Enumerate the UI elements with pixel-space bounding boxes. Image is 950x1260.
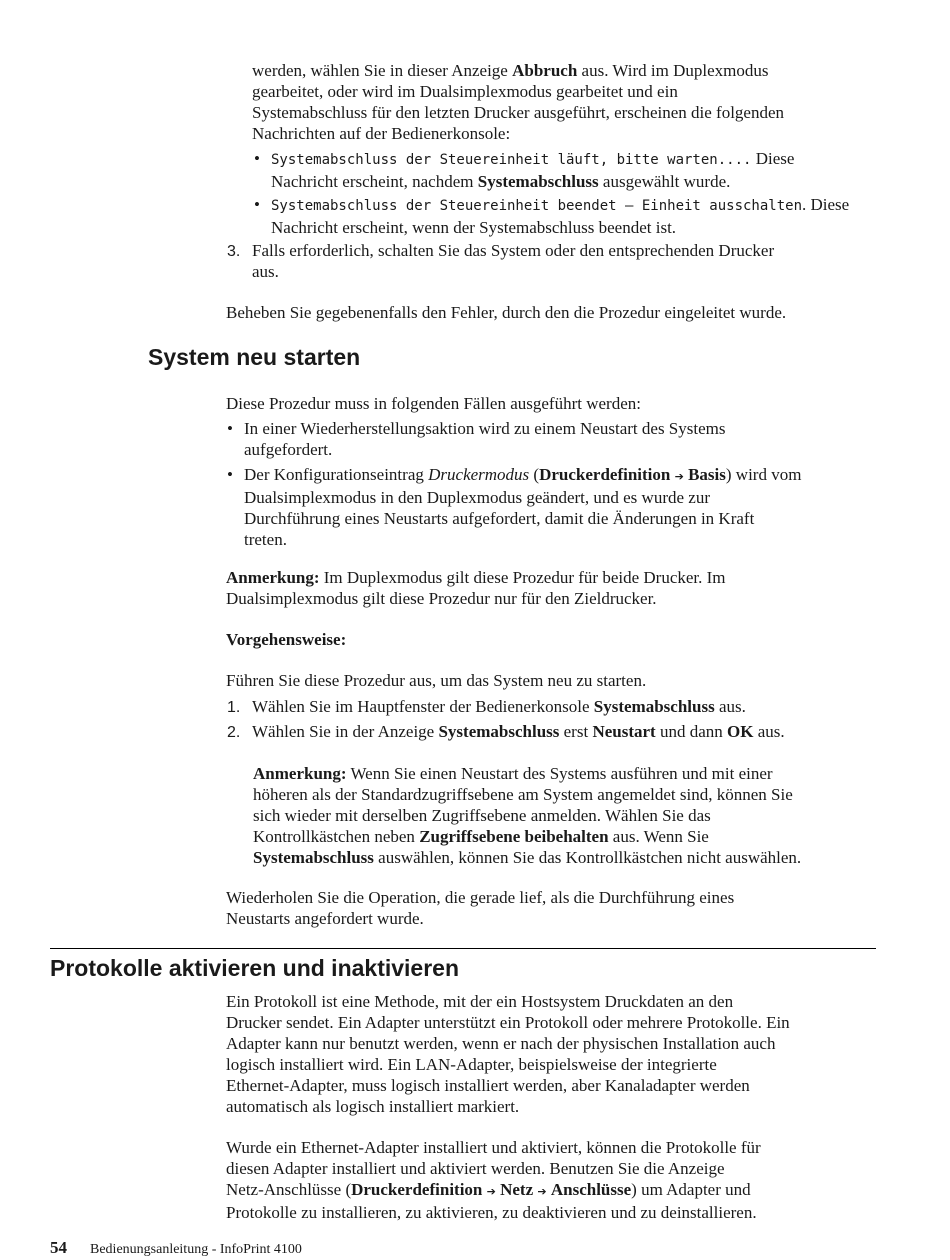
note-text: Wenn Sie einen Neustart des Systems ausführen und mit einer [346, 764, 773, 783]
zugriffsebene-term: Zugriffsebene beibehalten [419, 827, 609, 846]
step-text: erst [559, 722, 593, 741]
bullet-dot: • [227, 465, 233, 484]
step-number: 2. [227, 724, 241, 741]
systemabschluss-term: Systemabschluss [477, 172, 599, 191]
page-number: 54 [50, 1238, 67, 1257]
bullet-dot: • [254, 149, 260, 168]
intro-text: aus. Wird im Duplexmodus [577, 61, 769, 80]
arrow-right-icon: ➔ [674, 470, 684, 483]
menu-path-item: Netz [500, 1180, 534, 1199]
paragraph-text: diesen Adapter installiert und aktiviert werden. Benutzen Sie die Anzeige [226, 1159, 725, 1178]
paragraph-text: logisch installiert wird. Ein LAN-Adapter, beispielsweise der integrierte [226, 1055, 717, 1074]
step-2 [252, 721, 785, 742]
menu-path-item: Basis [688, 465, 726, 484]
procedure-label: Vorgehensweise: [226, 630, 347, 649]
bullet-text: ( [529, 465, 540, 484]
intro-text: Nachrichten auf der Bedienerkonsole: [252, 124, 511, 143]
procedure-label-line [226, 629, 346, 650]
intro-text: gearbeitet, oder wird im Dualsimplexmodus gearbeitet und ein [252, 82, 678, 101]
neustart-term: Neustart [592, 722, 656, 741]
step-number: 1. [227, 699, 241, 716]
note-label: Anmerkung: [253, 764, 347, 783]
bullet-dot: • [227, 419, 233, 438]
paragraph-text: Netz-Anschlüsse ( [226, 1180, 352, 1199]
step-text: Falls erforderlich, schalten Sie das System oder den entsprechenden Drucker [252, 241, 775, 260]
note-label: Anmerkung: [226, 568, 320, 587]
systemabschluss-term: Systemabschluss [593, 697, 715, 716]
systemabschluss-term: Systemabschluss [253, 848, 374, 867]
message-bullet [254, 194, 850, 238]
bullet-text: ) wird vom [725, 465, 802, 484]
console-message: Systemabschluss der Steuereinheit beendet – Einheit ausschalten [271, 198, 803, 214]
restart-intro: Diese Prozedur muss in folgenden Fällen ausgeführt werden: [226, 394, 641, 413]
procedure-intro: Führen Sie diese Prozedur aus, um das System neu zu starten. [226, 671, 647, 690]
arrow-right-icon: ➔ [486, 1185, 496, 1198]
intro-text: Systemabschluss für den letzten Drucker ausgeführt, erscheinen die folgenden [252, 103, 785, 122]
fix-paragraph: Beheben Sie gegebenenfalls den Fehler, durch den die Prozedur eingeleitet wurde. [226, 303, 787, 322]
step-text: aus. [714, 697, 746, 716]
message-text: . Diese [802, 195, 850, 214]
paragraph-text: Drucker sendet. Ein Adapter unterstützt ein Protokoll oder mehrere Protokolle. Ein [226, 1013, 790, 1032]
menu-path-item: Anschlüsse [550, 1180, 632, 1199]
note-text: Kontrollkästchen neben [253, 827, 420, 846]
step-number: 3. [227, 243, 241, 260]
step-3 [252, 240, 774, 282]
protocols-paragraph-1 [226, 991, 790, 1117]
restart-note [226, 567, 726, 609]
message-bullet [254, 148, 795, 192]
footer-title: Bedienungsanleitung - InfoPrint 4100 [90, 1242, 302, 1257]
step-1 [252, 696, 746, 717]
protocols-paragraph-2 [226, 1137, 761, 1223]
note-text: höheren als der Standardzugriffsebene am System angemeldet sind, können Sie [253, 785, 793, 804]
systemabschluss-term: Systemabschluss [438, 722, 560, 741]
note-text: aus. Wenn Sie [608, 827, 709, 846]
arrow-right-icon: ➔ [537, 1185, 547, 1198]
restart-bullet [227, 418, 726, 460]
step-text: aus. [252, 262, 279, 281]
step-text: aus. [753, 722, 785, 741]
message-text: Diese [751, 149, 795, 168]
step-text: Wählen Sie im Hauptfenster der Bedienerkonsole [252, 697, 594, 716]
paragraph-text: Neustarts angefordert wurde. [226, 909, 424, 928]
druckermodus-term: Druckermodus [428, 465, 530, 484]
note-text: auswählen, können Sie das Kontrollkästchen nicht auswählen. [373, 848, 802, 867]
message-text: Nachricht erscheint, wenn der Systemabschluss beendet ist. [271, 218, 677, 237]
bullet-text: Dualsimplexmodus in den Duplexmodus geändert, und es wurde zur [244, 488, 710, 507]
bullet-text: treten. [244, 530, 287, 549]
message-text: ausgewählt wurde. [598, 172, 731, 191]
bullet-dot: • [254, 195, 260, 214]
paragraph-text: Protokolle zu installieren, zu aktivieren, zu deaktivieren und zu deinstallieren. [226, 1203, 757, 1222]
bullet-text: Durchführung eines Neustarts aufgefordert, damit die Änderungen in Kraft [244, 509, 755, 528]
restart-bullet [227, 464, 802, 550]
console-message: Systemabschluss der Steuereinheit läuft, bitte warten.... [271, 152, 752, 168]
section-heading-protocols: Protokolle aktivieren und inaktivieren [50, 955, 460, 981]
paragraph-text: Ethernet-Adapter, muss logisch installiert werden, aber Kanaladapter werden [226, 1076, 750, 1095]
bullet-text: Der Konfigurationseintrag [244, 465, 429, 484]
intro-paragraph [252, 60, 784, 144]
step-text: Wählen Sie in der Anzeige [252, 722, 439, 741]
note-text: Im Duplexmodus gilt diese Prozedur für beide Drucker. Im [319, 568, 726, 587]
paragraph-text: Ein Protokoll ist eine Methode, mit der ein Hostsystem Druckdaten an den [226, 992, 734, 1011]
section-heading-restart: System neu starten [148, 344, 361, 370]
paragraph-text: Wurde ein Ethernet-Adapter installiert und aktiviert, können die Protokolle für [226, 1138, 761, 1157]
paragraph-text: Adapter kann nur benutzt werden, wenn er nach der physischen Installation auch [226, 1034, 776, 1053]
step-2-note [253, 763, 801, 868]
bullet-text: aufgefordert. [244, 440, 333, 459]
paragraph-text: ) um Adapter und [631, 1180, 751, 1199]
intro-text: werden, wählen Sie in dieser Anzeige [252, 61, 513, 80]
bullet-text: In einer Wiederherstellungsaktion wird zu einem Neustart des Systems [244, 419, 726, 438]
section-divider [50, 948, 876, 949]
ok-term: OK [727, 722, 754, 741]
note-text: Dualsimplexmodus gilt diese Prozedur nur für den Zieldrucker. [226, 589, 657, 608]
message-text: Nachricht erscheint, nachdem [271, 172, 478, 191]
paragraph-text: automatisch als logisch installiert markiert. [226, 1097, 520, 1116]
step-text: und dann [655, 722, 727, 741]
abbruch-term: Abbruch [512, 61, 578, 80]
menu-path-item: Druckerdefinition [539, 465, 671, 484]
paragraph-text: Wiederholen Sie die Operation, die gerade lief, als die Durchführung eines [226, 888, 735, 907]
note-text: sich wieder mit derselben Zugriffsebene anmelden. Wählen Sie das [253, 806, 711, 825]
menu-path-item: Druckerdefinition [351, 1180, 483, 1199]
repeat-paragraph [226, 887, 734, 929]
